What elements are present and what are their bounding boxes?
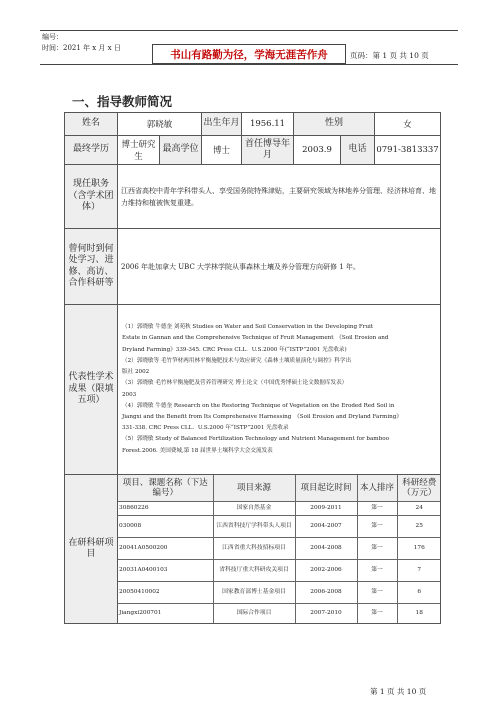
project-rank: 第一 bbox=[357, 515, 397, 537]
phone-label: 电话 bbox=[341, 136, 375, 165]
page-header bbox=[40, 30, 458, 64]
birth-value: 1956.11 bbox=[242, 113, 294, 136]
header-meta bbox=[42, 32, 121, 54]
projects-table bbox=[118, 475, 441, 623]
degree-value: 博士 bbox=[202, 136, 242, 165]
publication-line: 2003 bbox=[122, 391, 137, 398]
project-source: 江西省重大科技招标项目 bbox=[213, 537, 295, 559]
project-funds: 7 bbox=[397, 559, 441, 581]
publication-line: （5）郭晓敏 Study of Balanced Fertilization Technology and Nutrient Management for bamboo bbox=[122, 436, 389, 443]
row-publications bbox=[65, 305, 441, 475]
project-code: 20050410002 bbox=[118, 581, 213, 603]
project-period: 2002-2006 bbox=[295, 559, 357, 581]
table-row bbox=[118, 603, 441, 623]
project-rank: 第一 bbox=[357, 559, 397, 581]
project-rank: 第一 bbox=[357, 603, 397, 623]
col-header-rank: 本人排序 bbox=[357, 475, 397, 501]
visits-text: 2006 年赴加拿大 UBC 大学林学院从事森林土壤及养分管理方向研修 1 年。 bbox=[118, 229, 441, 305]
projects-label: 在研科研项目 bbox=[65, 475, 118, 624]
duties-label: 现任职务（含学术团体） bbox=[65, 165, 118, 229]
project-period: 2004-2008 bbox=[295, 537, 357, 559]
project-period: 2004-2007 bbox=[295, 515, 357, 537]
publication-line: Estate in Gannan and the Comprehensive Technique of Fruit Management 《Soil Erosion and bbox=[122, 335, 389, 342]
project-funds: 25 bbox=[397, 515, 441, 537]
publications-list bbox=[118, 305, 441, 475]
project-code: 20031A0400103 bbox=[118, 559, 213, 581]
edu-value: 博士研究生 bbox=[118, 136, 160, 165]
profile-table bbox=[64, 112, 441, 624]
col-header-funds: 科研经费（万元） bbox=[397, 475, 441, 501]
publication-line: Forest.2006. 美国费城,第 18 届世界土壤科学大会交流发表 bbox=[122, 447, 273, 454]
project-source: 江西省科技厅学科带头人项目 bbox=[213, 515, 295, 537]
publications-label: 代表性学术成果（限填五项） bbox=[65, 305, 118, 475]
table-row bbox=[118, 537, 441, 559]
row-projects bbox=[65, 475, 441, 624]
publication-line: 331-338. CRC Press CLL．U.S.2000 年“ISTP”2001 光盘收录 bbox=[122, 425, 289, 432]
publication-line: Dryland Farming》339-345. CRC Press CLL．U.S.2000 年(“ISTP”2001 光盘收录) bbox=[122, 346, 347, 353]
row-visits bbox=[65, 229, 441, 305]
project-source: 国家教育部博士基金项目 bbox=[213, 581, 295, 603]
row-education bbox=[65, 136, 441, 165]
publication-line: （4）郭晓敏 牛德奎 Research on the Restoring Technique of Vegetation on the Eroded Red Soil in bbox=[122, 402, 395, 409]
project-source: 国际合作项目 bbox=[213, 603, 295, 623]
page-footer: 第 1 页 共 10 页 bbox=[370, 687, 427, 696]
publication-line: （1）郭晓敏 牛德奎 刘苑秋 Studies on Water and Soil Conservation in the Developing Fruit bbox=[122, 324, 374, 331]
project-rank: 第一 bbox=[357, 537, 397, 559]
visits-label: 曾何时到何处学习、进修、高访、合作科研等 bbox=[65, 229, 118, 305]
row-duties bbox=[65, 165, 441, 229]
section-title: 一、指导教师简况 bbox=[72, 94, 173, 109]
col-header-name: 项目、课题名称（下达编号） bbox=[118, 475, 213, 501]
phone-value: 0791-3813337 bbox=[375, 136, 441, 165]
table-row bbox=[118, 581, 441, 603]
edu-label: 最终学历 bbox=[65, 136, 118, 165]
gender-label: 性别 bbox=[294, 113, 375, 136]
time-label: 时间：2021 年 x 月 x 日 bbox=[42, 44, 121, 52]
motto: 书山有路勤为径，学海无涯苦作舟 bbox=[170, 48, 328, 61]
project-code: 030008 bbox=[118, 515, 213, 537]
duties-text: 江西省高校中青年学科带头人、享受国务院特殊津贴，主要研究领域为林地养分管理、经济林培育、地力维持和植被恢复重建。 bbox=[118, 165, 441, 229]
motto-box bbox=[152, 44, 346, 64]
supervisor-value: 2003.9 bbox=[294, 136, 341, 165]
project-source: 省科技厅重大科研攻关项目 bbox=[213, 559, 295, 581]
row-basic bbox=[65, 113, 441, 136]
table-row bbox=[118, 515, 441, 537]
table-row bbox=[118, 501, 441, 515]
project-rank: 第一 bbox=[357, 581, 397, 603]
header-page-label: 页码：第 1 页 共 10 页 bbox=[350, 51, 429, 60]
project-period: 2007-2010 bbox=[295, 603, 357, 623]
project-source: 国家自然基金 bbox=[213, 501, 295, 515]
projects-header-row bbox=[118, 475, 441, 501]
birth-label: 出生年月 bbox=[202, 113, 242, 136]
project-rank: 第一 bbox=[357, 501, 397, 515]
number-label: 编号： bbox=[42, 33, 63, 41]
project-funds: 18 bbox=[415, 609, 423, 616]
col-header-period: 项目起讫时间 bbox=[295, 475, 357, 501]
projects-cell bbox=[118, 475, 441, 624]
degree-label: 最高学位 bbox=[160, 136, 202, 165]
project-period: 2006-2008 bbox=[295, 581, 357, 603]
col-header-source: 项目来源 bbox=[213, 475, 295, 501]
table-row bbox=[118, 559, 441, 581]
project-code: 20041A0500200 bbox=[118, 537, 213, 559]
project-code: 30860226 bbox=[118, 501, 213, 515]
publication-line: Jiangxi and the Benefit from Its Comprehensive Harnessing 《Soil Erosion and Dryland Farming》 bbox=[122, 413, 402, 420]
header-bottom-rule bbox=[40, 64, 458, 65]
publication-line: 版社 2002 bbox=[122, 369, 150, 376]
project-funds: 24 bbox=[397, 501, 441, 515]
project-funds: 6 bbox=[397, 581, 441, 603]
publication-line: （2）郭晓敏等 毛竹笋材两用林平衡施肥技术与效应研究《森林土壤质量演化与调控》科学出 bbox=[122, 357, 352, 364]
supervisor-label: 首任博导年月 bbox=[242, 136, 294, 165]
project-code: Jiangxi200701 bbox=[118, 603, 213, 623]
project-funds: 176 bbox=[397, 537, 441, 559]
name-label: 姓名 bbox=[65, 113, 118, 136]
project-period: 2009-2011 bbox=[295, 501, 357, 515]
gender-value: 女 bbox=[375, 113, 441, 136]
publication-line: （3）郭晓敏 毛竹林平衡施肥及营养管理研究 博士论文（中国优秀博硕士论文数据库发表） bbox=[122, 380, 348, 387]
header-top-rule bbox=[40, 30, 458, 31]
name-value: 郭晓敏 bbox=[118, 113, 202, 136]
